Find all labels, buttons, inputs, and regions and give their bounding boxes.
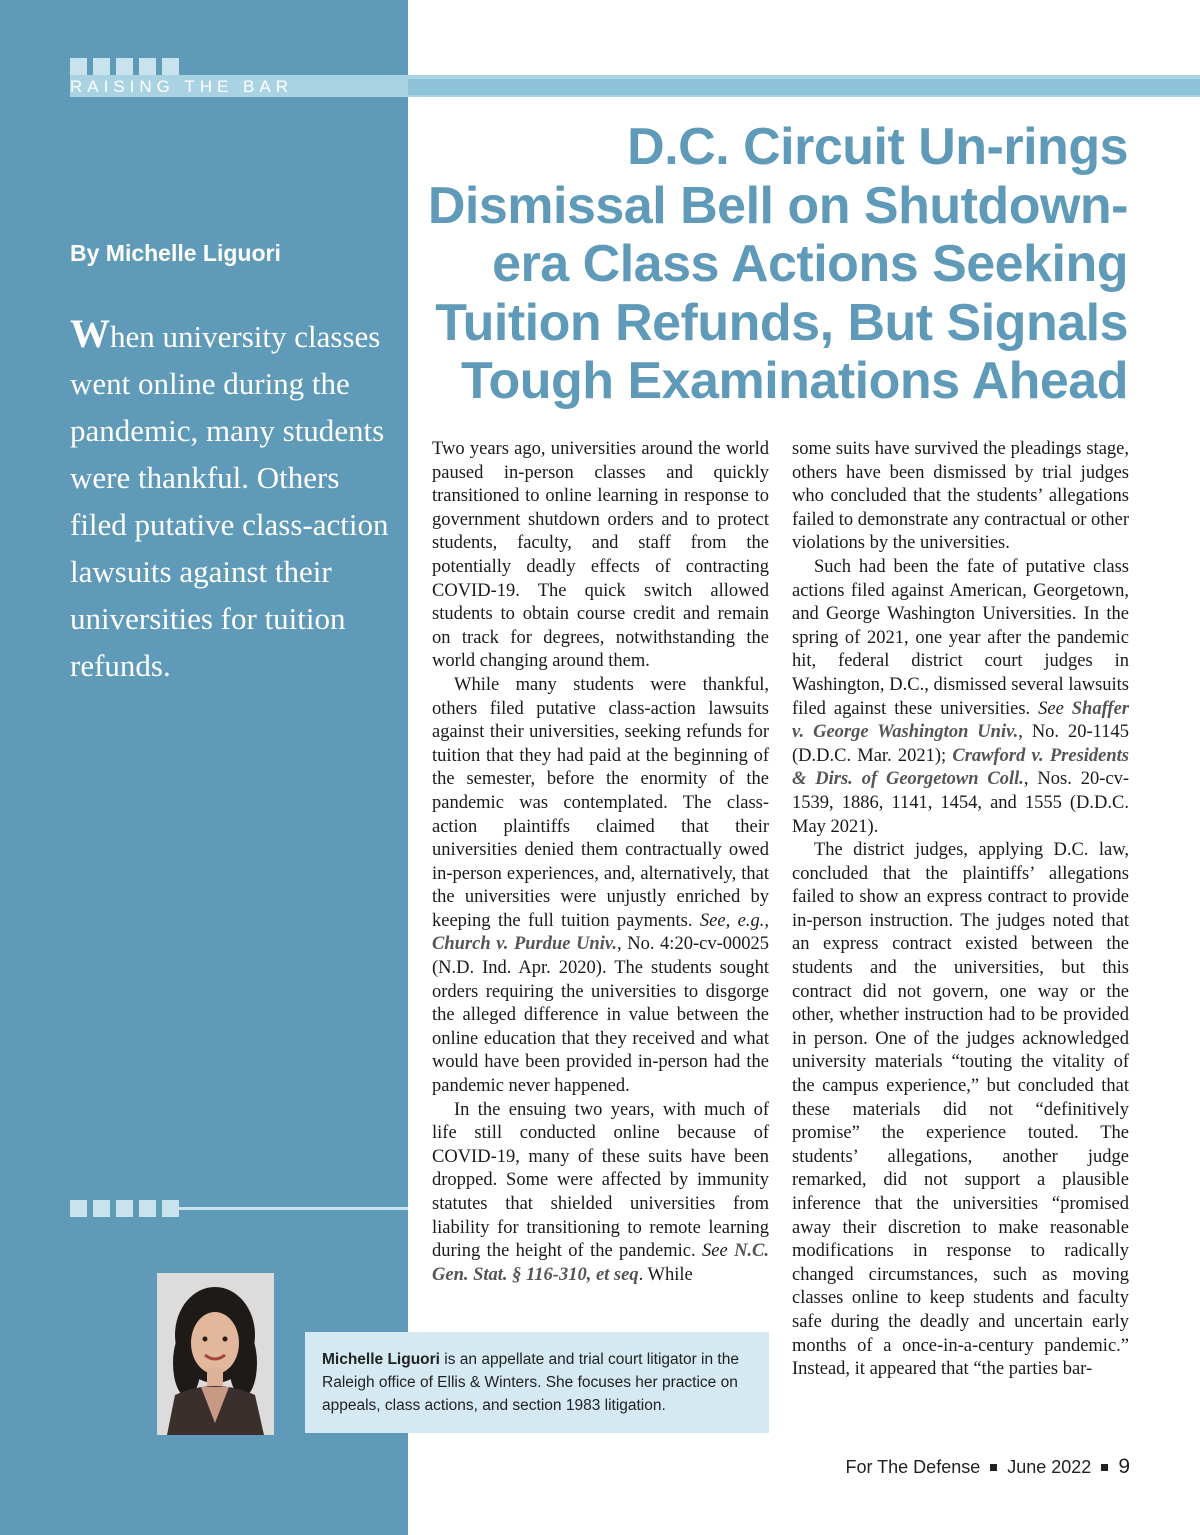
paragraph: In the ensuing two years, with much of life still conducted online because of COVID-19, many of these suits have been dropped. Some were affected by immunity statutes that shielded universities from liability for transitioning to remote learning during the height of the pandemic. See N.C. Gen. Stat. § 116-310, et seq. While	[432, 1099, 770, 1285]
article-column-1	[432, 438, 769, 1287]
page-number: 9	[1118, 1455, 1130, 1478]
author-byline: By Michelle Liguori	[70, 240, 281, 266]
separator-square-icon	[990, 1464, 997, 1471]
case-citation: Crawford v. Presidents & Dirs. of Georgetown Coll.	[792, 745, 1129, 790]
statute-citation: N.C. Gen. Stat. § 116-310, et seq	[432, 1241, 770, 1285]
paragraph: some suits have survived the pleadings stage, others have been dismissed by trial judges who concluded that the students’ allegations failed to demonstrate any contractual or other violations by the universities.	[792, 439, 1129, 554]
decorative-divider	[170, 1207, 408, 1210]
case-citation: Shaffer v. George Washington Univ.	[792, 698, 1129, 743]
article-headline: D.C. Circuit Un-rings Dismissal Bell on Shutdown-era Class Actions Seeking Tuition Refunds, But Signals Tough Examinations Ahead	[427, 118, 1128, 410]
pull-quote	[70, 310, 390, 689]
article-column-2	[792, 438, 1129, 1382]
section-label: RAISING THE BAR	[70, 77, 293, 96]
page-footer	[845, 1455, 1130, 1479]
paragraph: While many students were thankful, others filed putative class-action lawsuits against their universities, seeking refunds for tuition that they had paid at the beginning of the semester, before the enormity of the pandemic was contemplated. The class-action plaintiffs claimed that their universities denied them contractually owed in-person experiences, and, alternatively, that the universities were unjustly enriched by keeping the full tuition payments. See, e.g., Church v. Purdue Univ., No. 4:20-cv-00025 (N.D. Ind. Apr. 2020). The students sought orders requiring the universities to disgorge the alleged difference in value between the online education that they received and what would have been provided in-person had the pandemic never happened.	[432, 674, 769, 1097]
publication-name: For The Defense	[845, 1456, 981, 1477]
decorative-squares-top	[70, 58, 179, 75]
author-photo	[157, 1273, 274, 1435]
case-citation: Church v. Purdue Univ.	[432, 934, 618, 955]
author-bio	[305, 1332, 769, 1433]
pull-quote-text: hen university classes went online during the pandemic, many students were thankful. Others filed putative class-action lawsuits against their universities for tuition refunds.	[70, 319, 389, 683]
drop-cap: W	[70, 311, 110, 356]
paragraph: The district judges, applying D.C. law, concluded that the plaintiffs’ allegations failed to show an express contract to provide in-person instruction. The judges noted that an express contract existed between the students and the universities, but this contract did not govern, one way or the other, whether instruction had to be provided in person. One of the judges acknowledged university materials “touting the vitality of the campus experience,” but concluded that these materials did not “definitively promise” the experience touted. The students’ allegations, another judge remarked, did not support a plausible inference that the universities “promised away their discretion to make reasonable modifications in response to radically changed circumstances, such as moving classes online to keep students and faculty safe during the deadly and uncertain early months of a once-in-a-century pandemic.” Instead, it appeared that “the parties bar-	[792, 840, 1129, 1380]
issue-date: June 2022	[1007, 1456, 1092, 1477]
decorative-squares-mid	[70, 1200, 179, 1217]
separator-square-icon	[1101, 1464, 1108, 1471]
paragraph: Two years ago, universities around the world paused in-person classes and quickly transitioned to online learning in response to government shutdown orders and to protect students, faculty, and staff from the potentially deadly effects of contracting COVID-19. The quick switch allowed students to obtain course credit and remain on track for degrees, notwithstanding the world changing around them.	[432, 439, 769, 672]
paragraph: Such had been the fate of putative class actions filed against American, Georgetown, and George Washington Universities. In the spring of 2021, one year after the pandemic hit, federal district court judges in Washington, D.C., dismissed several lawsuits filed against these universities. See Shaffer v. George Washington Univ., No. 20-1145 (D.D.C. Mar. 2021); Crawford v. Presidents & Dirs. of Georgetown Coll., Nos. 20-cv-1539, 1886, 1141, 1454, and 1555 (D.D.C. May 2021).	[792, 556, 1129, 837]
section-bar-accent	[408, 79, 1200, 95]
bio-text: is an appellate and trial court litigator in the Raleigh office of Ellis & Winters. She focuses her practice on appeals, class actions, and section 1983 litigation.	[322, 1351, 739, 1414]
bio-name: Michelle Liguori	[322, 1351, 440, 1368]
